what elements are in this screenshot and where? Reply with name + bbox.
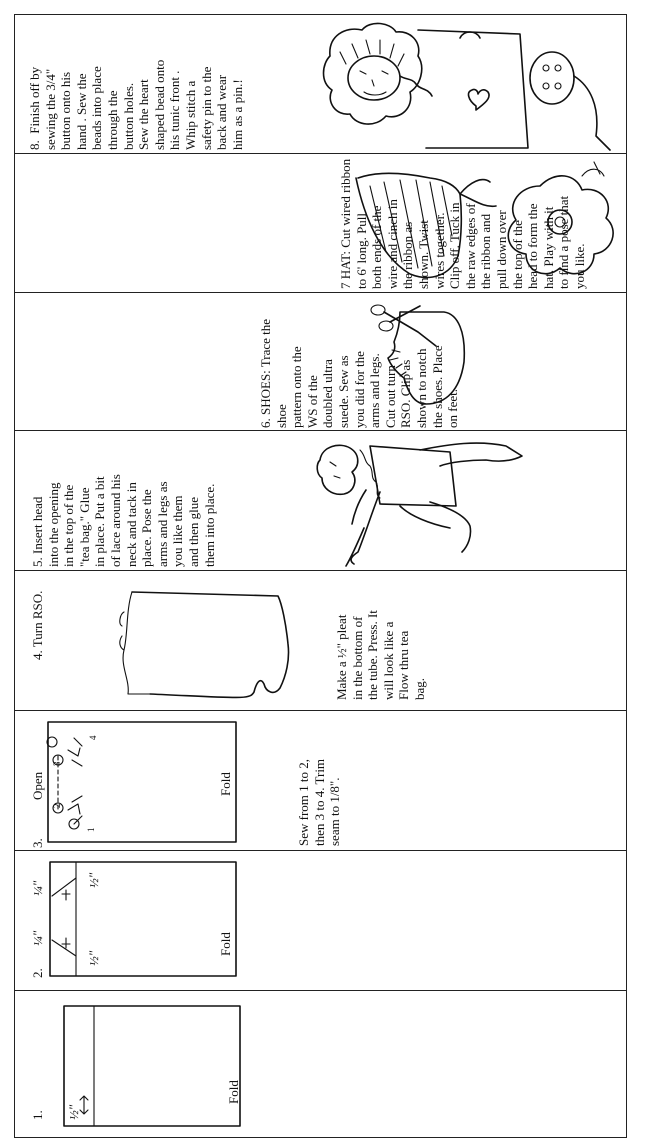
step-4-heading [30,570,46,660]
step-3-number: 3. [30,838,45,848]
point-label-2: 2 [52,803,62,808]
seam-diagram [44,720,244,846]
step-body: Insert head into the opening in the top of the "tea bag." Glue in place. Put a bit of lace around his neck and tack in place. Pose the arms and legs as you like them and then glue them into place. [30,474,217,567]
divider [14,850,627,851]
step-number: 5. [30,557,45,567]
step-number: 8. [27,140,42,150]
button-icon [530,52,574,104]
fold-label: Fold [226,1080,241,1104]
posed-doll-drawing [300,432,530,566]
step-body: Finish off by sewing the 3/4" button onto his hand . Sew the beads into place through the button holes. Sew the heart shaped bead onto his tunic front . Whip stitch a safety pin to the back and wear him as a pin.! [27,59,245,150]
step-number: 6. [258,418,273,428]
finished-doll-drawing [300,16,625,152]
step-number: 7 [338,282,353,289]
shoe-drawing [360,292,480,422]
step-4-text: Make a ½" pleat in the bottom of the tube. Press. It will look like a Flow thru tea bag. [334,610,427,700]
step-heading: Turn RSO. [30,590,45,648]
point-label-1: 1 [86,827,96,832]
open-label: Open [30,771,45,800]
point-label-3: 3 [52,761,62,766]
divider [14,430,627,431]
flower-icon [508,162,613,274]
mark-label-half: ½" [86,950,101,966]
point-label-4: 4 [88,735,98,740]
divider [14,990,627,991]
step-body: Trace the shoe pattern onto the WS of the doubled ultra suede. Sew as you did for the arms and legs. Cut out turn RSO. Clip as shown to notch the shoes. Place on feet. [258,318,461,428]
mark-label-quarter: ¼" [30,930,45,946]
step-body: Cut wired ribbon to 6' long. Pull both ends of the wire and cinch in the ribbon as shown. Twist wires together. Clip off. Tuck in the raw edges of the ribbon and pull down over the top of the head to form the hat. Play with it to find a pose that you like. [338,158,587,289]
marking-diagram [46,860,242,980]
divider [14,153,627,154]
mark-label-quarter: ¼" [30,880,45,896]
fold-label: Fold [218,772,233,796]
measure-label: ½" [66,1104,81,1120]
step-3-text: Sew from 1 to 2, then 3 to 4. Trim seam to 1/8". [296,758,343,846]
scissors-icon [371,305,436,346]
hat-drawing [350,156,620,290]
step-heading: HAT: [338,251,353,280]
step-1-number: 1. [30,1110,45,1120]
step-number: 4. [30,650,45,660]
divider [14,570,627,571]
cutting-diagram [62,1004,244,1128]
divider [14,292,627,293]
step-5-text [30,433,217,567]
mark-label-half: ½" [86,872,101,888]
heart-icon [469,89,490,110]
tube-drawing [110,584,300,702]
divider [14,710,627,711]
step-2-number: 2. [30,968,45,978]
step-8-text [27,16,245,150]
step-heading: SHOES: [258,370,273,415]
fold-label: Fold [218,932,233,956]
